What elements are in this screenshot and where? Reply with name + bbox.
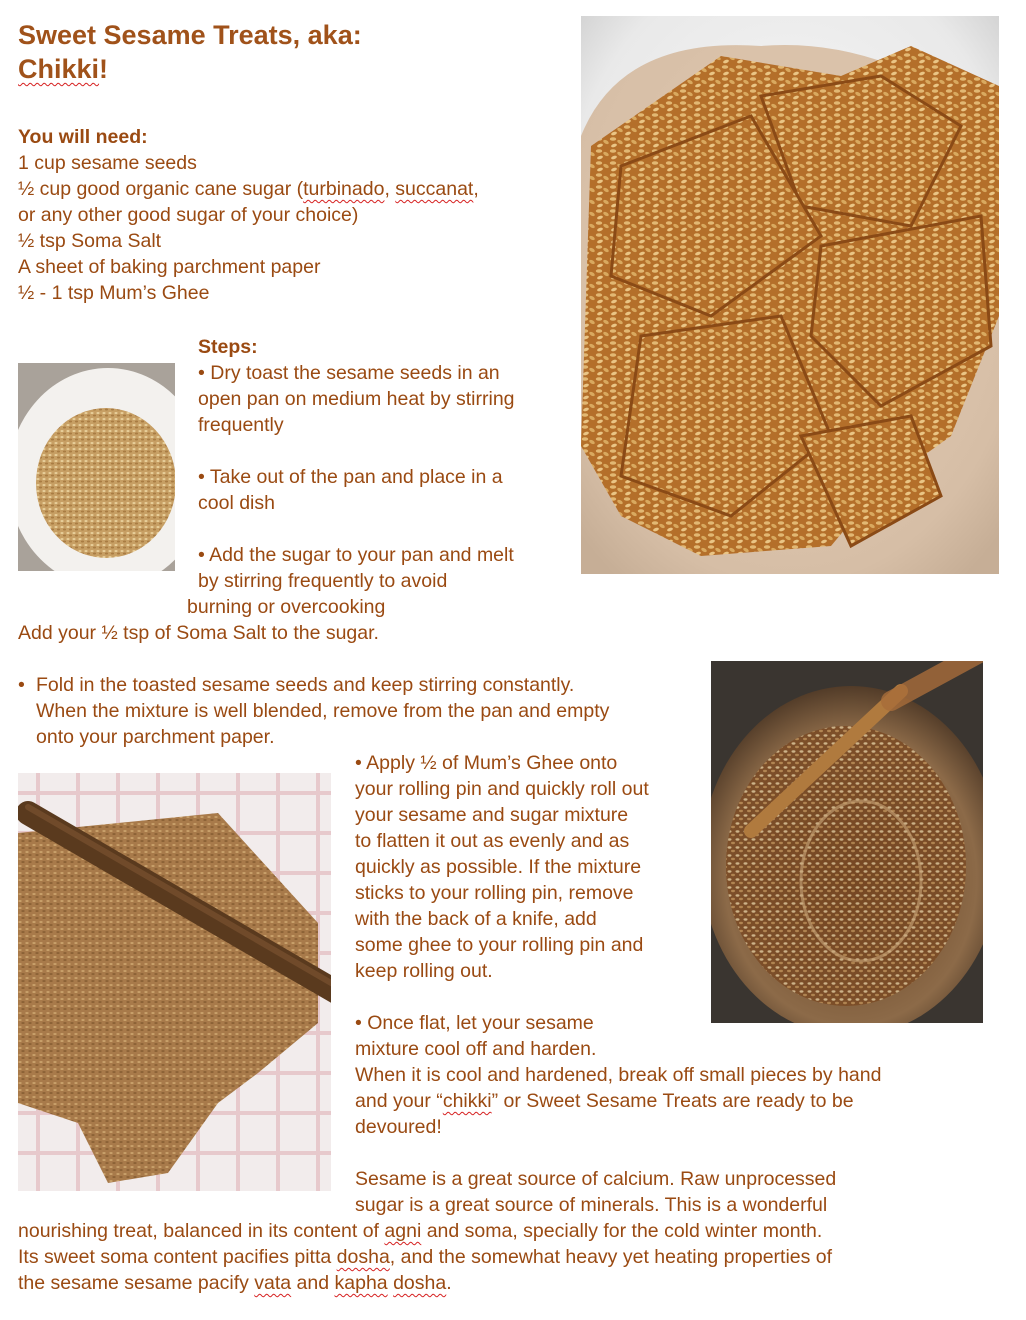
step-2-line: cool dish — [198, 492, 275, 514]
text-run: , and the somewhat heavy yet heating properties of — [389, 1246, 833, 1268]
word-kapha: kapha — [334, 1272, 388, 1294]
step-4-bullet: • — [18, 674, 25, 696]
ingredient-salt: ½ tsp Soma Salt — [18, 230, 162, 252]
text-run: Its sweet soma content pacifies pitta — [18, 1246, 337, 1268]
text-run: and your “ — [355, 1090, 443, 1112]
step-3-line: • Add the sugar to your pan and melt — [198, 544, 514, 566]
closing-line: Sesame is a great source of calcium. Raw unprocessed — [355, 1168, 837, 1190]
chikki-photo — [581, 16, 999, 574]
page-title — [18, 18, 538, 86]
step-5-line: sticks to your rolling pin, remove — [355, 882, 634, 904]
comma: , — [473, 178, 479, 200]
word-chikki: chikki — [442, 1090, 492, 1112]
step-1 — [198, 360, 568, 438]
toasted-seeds-image — [18, 363, 175, 571]
step-1-line: open pan on medium heat by stirring — [198, 388, 515, 410]
step-5-line: your sesame and sugar mixture — [355, 804, 629, 826]
title-word-chikki: Chikki — [18, 54, 100, 84]
title-exclaim: ! — [99, 54, 109, 84]
step-4-line: When the mixture is well blended, remove from the pan and empty — [36, 700, 610, 722]
word-succanat: succanat — [395, 178, 474, 200]
step-1-line: • Dry toast the sesame seeds in an — [198, 362, 500, 384]
closing-line — [18, 1244, 1018, 1270]
text-run: nourishing treat, balanced in its content of — [18, 1220, 385, 1242]
title-line-1: Sweet Sesame Treats, aka: — [18, 20, 362, 50]
ingredient-sugar-text: ½ cup good organic cane sugar ( — [18, 178, 304, 200]
ingredient-sesame: 1 cup sesame seeds — [18, 152, 197, 174]
step-5-line: quickly as possible. If the mixture — [355, 856, 642, 878]
step-3 — [198, 542, 578, 594]
ingredient-parchment: A sheet of baking parchment paper — [18, 256, 321, 278]
ingredients-heading: You will need: — [18, 126, 148, 148]
word-agni: agni — [384, 1220, 422, 1242]
step-3-line: by stirring frequently to avoid — [198, 570, 448, 592]
closing-paragraph-top — [355, 1166, 995, 1218]
ingredients-section — [18, 124, 578, 306]
ingredient-sugar-cont: or any other good sugar of your choice) — [18, 204, 359, 226]
closing-line — [18, 1270, 1018, 1296]
text-run: . — [446, 1272, 452, 1294]
step-5-line: • Apply ½ of Mum’s Ghee onto — [355, 752, 618, 774]
step-2 — [198, 464, 568, 516]
step-3-line: burning or overcooking — [187, 596, 386, 618]
text-run: ” or Sweet Sesame Treats are ready to be — [491, 1090, 854, 1112]
chikki-photo-image — [581, 16, 999, 574]
text-run: and soma, specially for the cold winter month. — [421, 1220, 823, 1242]
step-6-line: devoured! — [355, 1116, 442, 1138]
step-3-salt: Add your ½ tsp of Soma Salt to the sugar. — [18, 622, 379, 644]
word-turbinado: turbinado — [303, 178, 385, 200]
step-2-line: • Take out of the pan and place in a — [198, 466, 503, 488]
rolling-pin-image — [18, 773, 331, 1191]
rolling-pin-photo — [18, 773, 331, 1191]
step-5-line: with the back of a knife, add — [355, 908, 597, 930]
step-6-line: mixture cool off and harden. — [355, 1038, 597, 1060]
step-1-line: frequently — [198, 414, 284, 436]
closing-line: sugar is a great source of minerals. This is a wonderful — [355, 1194, 828, 1216]
pan-stirring-image — [711, 661, 983, 1023]
step-4-line: onto your parchment paper. — [36, 726, 275, 748]
ingredient-ghee: ½ - 1 tsp Mum’s Ghee — [18, 282, 210, 304]
step-5-line: some ghee to your rolling pin and — [355, 934, 644, 956]
closing-paragraph-bottom — [18, 1218, 1018, 1296]
closing-line — [18, 1218, 1018, 1244]
ingredient-sugar — [18, 176, 578, 202]
toasted-seeds-photo — [18, 363, 175, 571]
word-dosha: dosha — [393, 1272, 447, 1294]
pan-stirring-photo — [711, 661, 983, 1023]
step-6-line: When it is cool and hardened, break off small pieces by hand — [355, 1064, 882, 1086]
step-6 — [355, 1010, 995, 1140]
steps-heading: Steps: — [198, 336, 258, 358]
word-dosha: dosha — [336, 1246, 390, 1268]
step-5-line: keep rolling out. — [355, 960, 493, 982]
step-5-line: your rolling pin and quickly roll out — [355, 778, 649, 800]
step-5 — [355, 750, 705, 984]
word-vata: vata — [254, 1272, 292, 1294]
comma: , — [384, 178, 396, 200]
step-5-line: to flatten it out as evenly and as — [355, 830, 630, 852]
step-6-line: • Once flat, let your sesame — [355, 1012, 594, 1034]
step-6-line — [355, 1088, 995, 1114]
step-4 — [36, 672, 706, 750]
step-4-line: Fold in the toasted sesame seeds and keep stirring constantly. — [36, 674, 575, 696]
text-run: and — [291, 1272, 335, 1294]
text-run: the sesame sesame pacify — [18, 1272, 255, 1294]
title-line-2 — [18, 52, 538, 86]
